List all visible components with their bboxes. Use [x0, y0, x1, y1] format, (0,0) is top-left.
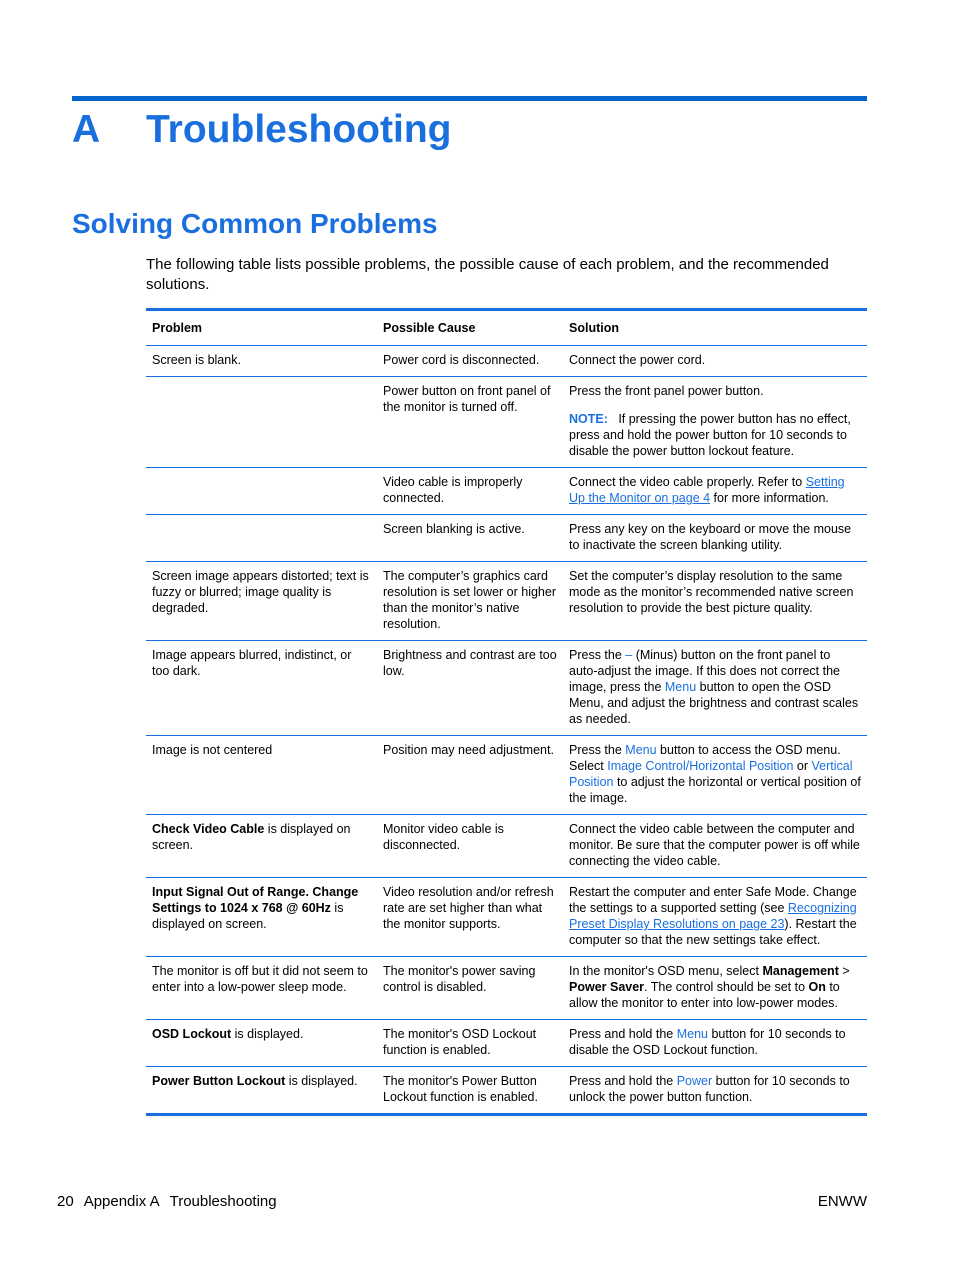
problem-cell: [146, 377, 377, 468]
table-row: [146, 641, 867, 736]
troubleshooting-table: [146, 308, 867, 1116]
solution-text: Press the: [569, 743, 626, 757]
solution-cell: [563, 957, 867, 1020]
table-row: [146, 1067, 867, 1114]
footer-chapter: Troubleshooting: [169, 1193, 277, 1210]
cause-cell: Position may need adjustment.: [383, 743, 554, 757]
setting-up-monitor-link[interactable]: Setting Up the Monitor on page 4: [569, 475, 845, 505]
cause-cell: Video resolution and/or refresh rate are set higher than what the monitor supports.: [383, 885, 554, 931]
problem-bold: Input Signal Out of Range. Change Settings to 1024 x 768 @ 60Hz: [152, 885, 359, 915]
page-footer: [57, 1192, 287, 1212]
header-possible-cause: Possible Cause: [383, 321, 476, 335]
solution-text: to adjust the horizontal or vertical position of the image.: [569, 775, 861, 805]
solution-cell: Set the computer’s display resolution to the same mode as the monitor’s recommended native screen resolution to provide the best picture quality.: [569, 569, 854, 615]
problem-text: is displayed.: [231, 1027, 304, 1041]
note-text: If pressing the power button has no effect, press and hold the power button for 10 seconds to disable the power button lockout feature.: [569, 412, 851, 458]
menu-button-ref: Menu: [625, 743, 657, 757]
problem-cell: [146, 878, 377, 957]
section-title: Solving Common Problems: [72, 208, 438, 239]
solution-text: Restart the computer and enter Safe Mode. Change the settings to a supported setting (see: [569, 885, 857, 915]
management-term: Management: [762, 964, 839, 978]
cause-cell: Power cord is disconnected.: [383, 353, 540, 367]
footer-appendix: Appendix A: [83, 1193, 160, 1210]
solution-cell: [563, 878, 867, 957]
note-label: NOTE:: [569, 412, 608, 426]
solution-text: Press and hold the: [569, 1074, 677, 1088]
problem-text: is displayed on screen.: [152, 822, 351, 852]
vertical-position-ref: Vertical Position: [569, 759, 853, 789]
preset-resolutions-link[interactable]: Recognizing Preset Display Resolutions on page 23: [569, 901, 857, 931]
power-saver-term: Power Saver: [569, 980, 645, 994]
cause-cell: Power button on front panel of the monitor is turned off.: [383, 384, 551, 414]
solution-text: for more information.: [710, 491, 829, 505]
chapter-letter: A: [72, 108, 101, 151]
footer-locale: ENWW: [817, 1193, 867, 1210]
table-row: [146, 1020, 867, 1067]
cause-cell: The monitor's power saving control is disabled.: [383, 964, 536, 994]
chapter-heading: [72, 106, 451, 154]
table-row: [146, 736, 867, 815]
menu-button-ref: Menu: [676, 1027, 708, 1041]
solution-text: Press and hold the: [569, 1027, 677, 1041]
cause-cell: Monitor video cable is disconnected.: [383, 822, 504, 852]
cause-cell: Video cable is improperly connected.: [383, 475, 523, 505]
table-row: [146, 377, 867, 468]
table-row: [146, 562, 867, 641]
solution-text: (Minus) button on the front panel to auto-adjust the image. If this does not correct the image, press the: [569, 648, 840, 694]
solution-cell: [563, 641, 867, 736]
cause-cell: Brightness and contrast are too low.: [383, 648, 557, 678]
problem-text: is displayed on screen.: [152, 901, 344, 931]
solution-text: Press the: [569, 648, 626, 662]
menu-button-ref: Menu: [664, 680, 697, 694]
solution-text: Press the front panel power button.: [569, 384, 764, 398]
note: [569, 411, 861, 459]
problem-cell: [146, 515, 377, 562]
problem-cell: Image is not centered: [152, 743, 273, 757]
solution-cell: [563, 1020, 867, 1067]
problem-cell: [146, 468, 377, 515]
power-button-ref: Power: [676, 1074, 713, 1088]
problem-cell: Image appears blurred, indistinct, or too dark.: [152, 648, 352, 678]
solution-text: Connect the video cable properly. Refer to: [569, 475, 806, 489]
solution-text: >: [838, 964, 850, 978]
cause-cell: The monitor's Power Button Lockout function is enabled.: [383, 1074, 538, 1104]
table-row: [146, 815, 867, 878]
table-row: [146, 957, 867, 1020]
solution-text: to allow the monitor to enter into low-power modes.: [569, 980, 840, 1010]
problem-cell: The monitor is off but it did not seem to enter into a low-power sleep mode.: [152, 964, 368, 994]
horizontal-position-ref: Image Control/Horizontal Position: [607, 759, 794, 773]
problem-cell: [146, 1020, 377, 1067]
solution-text: In the monitor's OSD menu, select: [569, 964, 763, 978]
on-term: On: [808, 980, 826, 994]
problem-bold: Power Button Lockout: [152, 1074, 286, 1088]
problem-text: is displayed.: [285, 1074, 358, 1088]
header-solution: Solution: [569, 321, 619, 335]
page-number: 20: [57, 1193, 74, 1210]
problem-cell: Screen image appears distorted; text is fuzzy or blurred; image quality is degraded.: [152, 569, 369, 615]
solution-text: button for 10 seconds to disable the OSD Lockout function.: [569, 1027, 846, 1057]
table-row: [146, 468, 867, 515]
solution-text: button to access the OSD menu. Select: [569, 743, 841, 773]
cause-cell: The monitor's OSD Lockout function is enabled.: [383, 1027, 537, 1057]
header-problem: Problem: [152, 321, 203, 335]
solution-text: button for 10 seconds to unlock the power button function.: [569, 1074, 850, 1104]
problem-bold: Check Video Cable: [152, 822, 265, 836]
minus-button-ref: –: [625, 648, 633, 662]
table-row: [146, 346, 867, 377]
table-header-row: [146, 311, 867, 346]
cause-cell: The computer’s graphics card resolution is set lower or higher than the monitor’s native resolution.: [383, 569, 556, 631]
problem-cell: [146, 1067, 377, 1114]
solution-text: or: [793, 759, 812, 773]
solution-cell: Press any key on the keyboard or move the mouse to inactivate the screen blanking utility.: [569, 522, 852, 552]
solution-cell: [563, 377, 867, 468]
solution-cell: Connect the video cable between the computer and monitor. Be sure that the computer power is off while connecting the video cable.: [569, 822, 860, 868]
solution-cell: [563, 1067, 867, 1114]
solution-cell: Connect the power cord.: [569, 353, 706, 367]
problem-bold: OSD Lockout: [152, 1027, 232, 1041]
intro-paragraph: The following table lists possible problems, the possible cause of each problem, and the recommended solutions.: [146, 256, 829, 293]
problem-cell: [146, 815, 377, 878]
solution-cell: [563, 468, 867, 515]
solution-cell: [563, 736, 867, 815]
table-row: [146, 515, 867, 562]
cause-cell: Screen blanking is active.: [383, 522, 525, 536]
problem-cell: Screen is blank.: [152, 353, 241, 367]
solution-text: . The control should be set to: [644, 980, 809, 994]
solution-text: button to open the OSD Menu, and adjust the brightness and contrast scales as needed.: [569, 680, 859, 726]
solution-text: ). Restart the computer so that the new settings take effect.: [569, 917, 857, 947]
chapter-top-rule: [72, 96, 867, 101]
chapter-title: Troubleshooting: [146, 108, 452, 151]
table-row: [146, 878, 867, 957]
